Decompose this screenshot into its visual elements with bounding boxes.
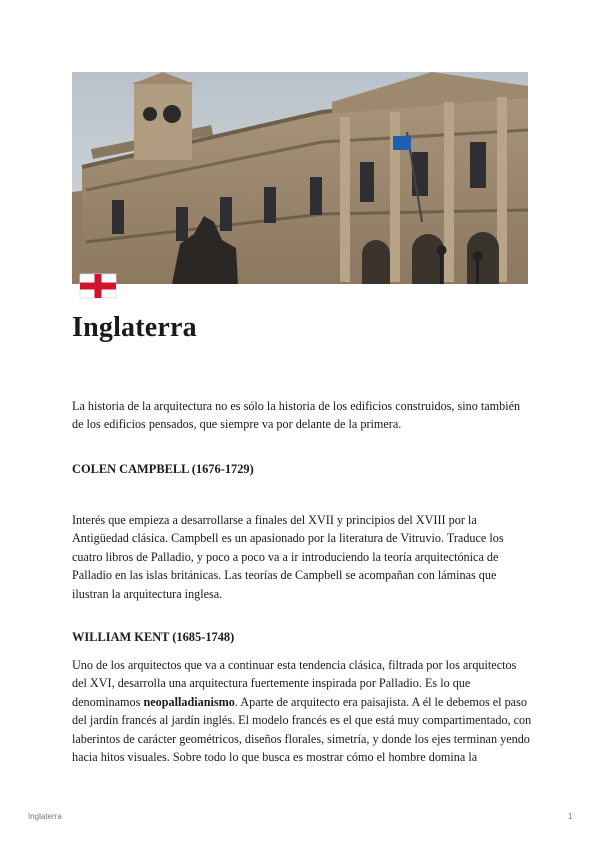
intro-paragraph: La historia de la arquitectura no es sólo la historia de los edificios construidos, sino también de los edificios pensados, que siempre va por delante de la primera. [72, 399, 521, 432]
footer-title: Inglaterra [28, 812, 62, 821]
neopalladianismo-term: neopalladianismo [143, 694, 235, 709]
section-body-campbell: Interés que empieza a desarrollarse a finales del XVII y principios del XVIII por la Antigüedad clásica. Campbell es un apasionado por la literatura de Vitruvio. Traduce los cuatro libros de Palladio, y poco a poco va a ir introduciendo la teoría arquitectónica de Palladio en las islas británicas. Las teorías de Campbell se acompañan con láminas que ilustran la arquitectura inglesa. [72, 513, 504, 601]
section-body-kent [72, 656, 534, 766]
page-title: Inglaterra [72, 312, 197, 343]
section-body-kent-text-2: . Aparte de arquitecto era paisajista. A él le debemos el paso del jardín francés al jardín inglés. El modelo francés es el que está muy compartimentado, con laberintos de carácter geométricos, diseños florales, simetría, y donde los ejes terminan yendo hacia hitos visuales. Sobre todo lo que busca es mostrar cómo el hombre domina la [72, 694, 532, 765]
section-heading-campbell: COLEN CAMPBELL (1676-1729) [72, 462, 254, 476]
section-body-kent-text-1: Uno de los arquitectos que va a continuar esta tendencia clásica, filtrada por los arquitectos del XVI, desarrolla una arquitectura fuertemente inspirada por Palladio. Es lo que denominamos [72, 658, 517, 709]
page-number: 1 [568, 812, 573, 821]
section-heading-kent: WILLIAM KENT (1685-1748) [72, 630, 235, 644]
building-photo [72, 72, 528, 284]
england-flag-icon [78, 270, 118, 300]
hero-photo [72, 72, 528, 284]
